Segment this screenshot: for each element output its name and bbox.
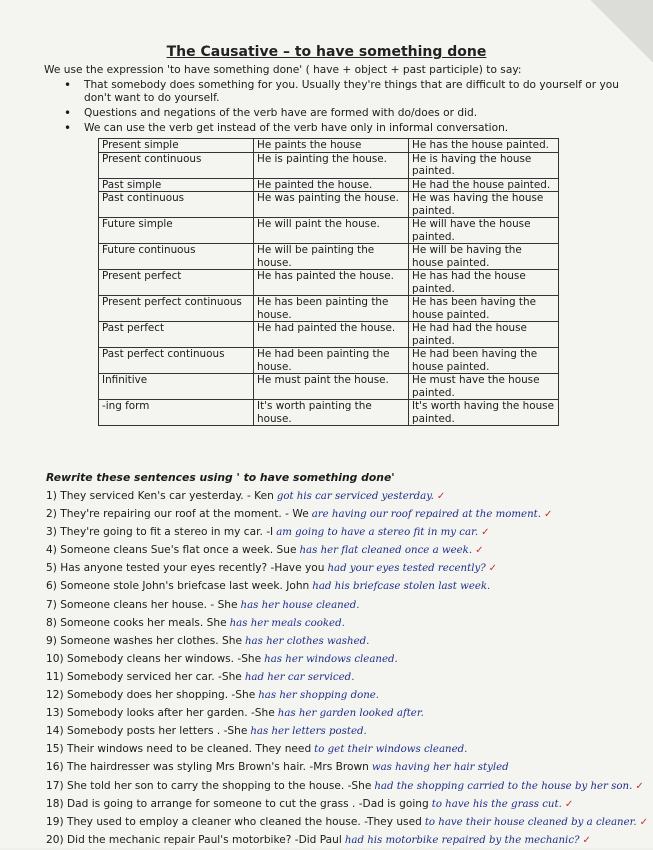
tense-name-cell: Present continuous: [99, 152, 254, 178]
handwritten-answer: has her letters posted.: [250, 726, 367, 738]
tense-name-cell: Present simple: [99, 139, 254, 153]
tense-row: [99, 400, 559, 426]
tense-row: [99, 139, 559, 153]
exercise-item: [46, 686, 646, 704]
exercise-prompt: 8) Someone cooks her meals. She: [46, 616, 227, 629]
active-form-cell: He is painting the house.: [254, 152, 409, 178]
tense-name-cell: Infinitive: [99, 374, 254, 400]
tense-row: [99, 348, 559, 374]
tense-table: [98, 138, 559, 426]
exercise-prompt: 5) Has anyone tested your eyes recently? -Have you: [46, 562, 325, 575]
exercise-prompt: 18) Dad is going to arrange for someone to cut the grass . -Dad is going: [46, 797, 429, 810]
tense-row: [99, 244, 559, 270]
exercise-item: [46, 614, 646, 632]
exercise-item: [46, 668, 646, 686]
tense-name-cell: Present perfect continuous: [99, 296, 254, 322]
exercise-item: [46, 813, 649, 831]
exercise-item: [46, 541, 646, 559]
active-form-cell: He had been painting the house.: [254, 348, 409, 374]
intro-text: We use the expression 'to have something done' ( have + object + past participle) to say:: [44, 64, 522, 76]
exercise-prompt: 1) They serviced Ken's car yesterday. - Ken: [46, 490, 274, 502]
exercise-prompt: 9) Someone washes her clothes. She: [46, 634, 242, 647]
handwritten-answer: had your eyes tested recently?: [327, 563, 486, 575]
active-form-cell: He paints the house: [254, 139, 409, 153]
tense-row: [99, 296, 559, 322]
causative-form-cell: He will have the house painted.: [409, 218, 559, 244]
handwritten-answer: was having her hair styled: [371, 762, 509, 774]
handwritten-answer: am going to have a stereo fit in my car.: [276, 527, 479, 539]
rule-item: • That somebody does something for you. Usually they're things that are difficult to do yourself or you don't want to do yourself.: [64, 79, 624, 105]
causative-form-cell: He has been having the house painted.: [409, 296, 559, 322]
tense-name-cell: Past perfect continuous: [99, 348, 254, 374]
check-mark-icon: ✓: [564, 798, 574, 810]
exercise-heading: Rewrite these sentences using ' to have something done': [46, 471, 395, 484]
exercise-prompt: 19) They used to employ a cleaner who cleaned the house. -They used: [46, 815, 422, 828]
handwritten-answer: has her flat cleaned once a week.: [299, 545, 473, 557]
exercise-item: [46, 722, 646, 740]
causative-form-cell: He had had the house painted.: [409, 322, 559, 348]
exercise-prompt: 3) They're going to fit a stereo in my car. -I: [46, 526, 274, 539]
tense-row: [99, 374, 559, 400]
exercise-prompt: 12) Somebody does her shopping. -She: [46, 689, 256, 702]
causative-form-cell: He has had the house painted.: [409, 270, 559, 296]
handwritten-answer: has her windows cleaned.: [264, 653, 398, 665]
handwritten-answer: has her house cleaned.: [240, 599, 360, 611]
rule-item: • We can use the verb get instead of the verb have only in informal conversation.: [64, 122, 624, 135]
tense-name-cell: Past continuous: [99, 192, 254, 218]
check-mark-icon: ✓: [475, 545, 484, 557]
exercise-prompt: 2) They're repairing our roof at the moment. - We: [46, 508, 309, 521]
tense-name-cell: Past simple: [99, 178, 254, 192]
exercise-prompt: 7) Someone cleans her house. - She: [46, 598, 238, 611]
handwritten-answer: had his briefcase stolen last week.: [312, 581, 491, 593]
exercise-item: [46, 577, 646, 595]
handwritten-answer: had the shopping carried to the house by her son.: [374, 780, 633, 792]
check-mark-icon: ✓: [582, 834, 591, 846]
causative-form-cell: He was having the house painted.: [409, 192, 559, 218]
tense-name-cell: Future continuous: [99, 244, 254, 270]
tense-row: [99, 270, 559, 296]
exercise-item: [46, 831, 646, 849]
active-form-cell: He was painting the house.: [254, 192, 409, 218]
rule-item: • Questions and negations of the verb have are formed with do/does or did.: [64, 107, 624, 120]
active-form-cell: He had painted the house.: [254, 322, 409, 348]
rules-list: [64, 79, 624, 137]
active-form-cell: He must paint the house.: [254, 374, 409, 400]
check-mark-icon: ✓: [481, 527, 490, 539]
active-form-cell: It's worth painting the house.: [254, 400, 409, 426]
check-mark-icon: ✓: [635, 780, 644, 792]
causative-form-cell: He is having the house painted.: [409, 152, 559, 178]
page-title: The Causative – to have something done: [166, 44, 487, 60]
tense-name-cell: Present perfect: [99, 270, 254, 296]
exercise-item: [46, 650, 646, 668]
exercise-item: [46, 559, 646, 577]
handwritten-answer: to get their windows cleaned.: [314, 744, 468, 756]
check-mark-icon: ✓: [436, 491, 446, 502]
exercise-item: [46, 740, 646, 758]
handwritten-answer: are having our roof repaired at the moment.: [311, 509, 541, 521]
causative-form-cell: He will be having the house painted.: [409, 244, 559, 270]
causative-form-cell: It's worth having the house painted.: [409, 400, 559, 426]
causative-form-cell: He had the house painted.: [409, 178, 559, 192]
handwritten-answer: has her shopping done.: [258, 690, 380, 702]
exercise-prompt: 20) Did the mechanic repair Paul's motorbike? -Did Paul: [46, 833, 342, 846]
handwritten-answer: to have his the grass cut.: [431, 798, 562, 810]
handwritten-answer: has her clothes washed.: [244, 635, 370, 647]
exercise-prompt: 16) The hairdresser was styling Mrs Brown's hair. -Mrs Brown: [46, 761, 369, 774]
tense-row: [99, 218, 559, 244]
active-form-cell: He will paint the house.: [254, 218, 409, 244]
check-mark-icon: ✓: [488, 563, 498, 575]
check-mark-icon: ✓: [543, 509, 553, 521]
exercise-item: [46, 596, 646, 614]
handwritten-answer: has her meals cooked.: [229, 617, 345, 629]
tense-row: [99, 192, 559, 218]
causative-form-cell: He has the house painted.: [409, 139, 559, 153]
exercise-prompt: 10) Somebody cleans her windows. -She: [46, 652, 262, 665]
exercise-item: [46, 758, 646, 776]
handwritten-answer: to have their house cleaned by a cleaner.: [424, 816, 637, 828]
exercise-prompt: 11) Somebody serviced her car. -She: [46, 670, 242, 683]
exercise-prompt: 17) She told her son to carry the shopping to the house. -She: [46, 779, 372, 792]
exercise-item: [46, 704, 646, 722]
tense-name-cell: Past perfect: [99, 322, 254, 348]
exercise-prompt: 4) Someone cleans Sue's flat once a week. Sue: [46, 544, 297, 557]
exercise-item: [46, 523, 646, 541]
exercise-prompt: 13) Somebody looks after her garden. -She: [46, 707, 275, 720]
causative-form-cell: He must have the house painted.: [409, 374, 559, 400]
tense-row: [99, 178, 559, 192]
tense-name-cell: -ing form: [99, 400, 254, 426]
exercise-item: [46, 777, 646, 795]
handwritten-answer: got his car serviced yesterday.: [276, 491, 434, 502]
causative-form-cell: He had been having the house painted.: [409, 348, 559, 374]
exercise-list: [46, 487, 649, 849]
tense-row: [99, 322, 559, 348]
handwritten-answer: had his motorbike repaired by the mechanic?: [344, 834, 580, 846]
tense-row: [99, 152, 559, 178]
exercise-item: [46, 505, 646, 523]
active-form-cell: He will be painting the house.: [254, 244, 409, 270]
tense-name-cell: Future simple: [99, 218, 254, 244]
exercise-item: [46, 795, 646, 813]
exercise-prompt: 6) Someone stole John's briefcase last week. John: [46, 580, 310, 593]
active-form-cell: He has painted the house.: [254, 270, 409, 296]
exercise-item: [46, 487, 646, 505]
active-form-cell: He has been painting the house.: [254, 296, 409, 322]
exercise-prompt: 15) Their windows need to be cleaned. They need: [46, 743, 312, 756]
handwritten-answer: had her car serviced.: [244, 671, 355, 683]
exercise-prompt: 14) Somebody posts her letters . -She: [46, 725, 248, 738]
active-form-cell: He painted the house.: [254, 178, 409, 192]
handwritten-answer: has her garden looked after.: [277, 708, 424, 720]
exercise-item: [46, 632, 646, 650]
check-mark-icon: ✓: [639, 816, 649, 828]
